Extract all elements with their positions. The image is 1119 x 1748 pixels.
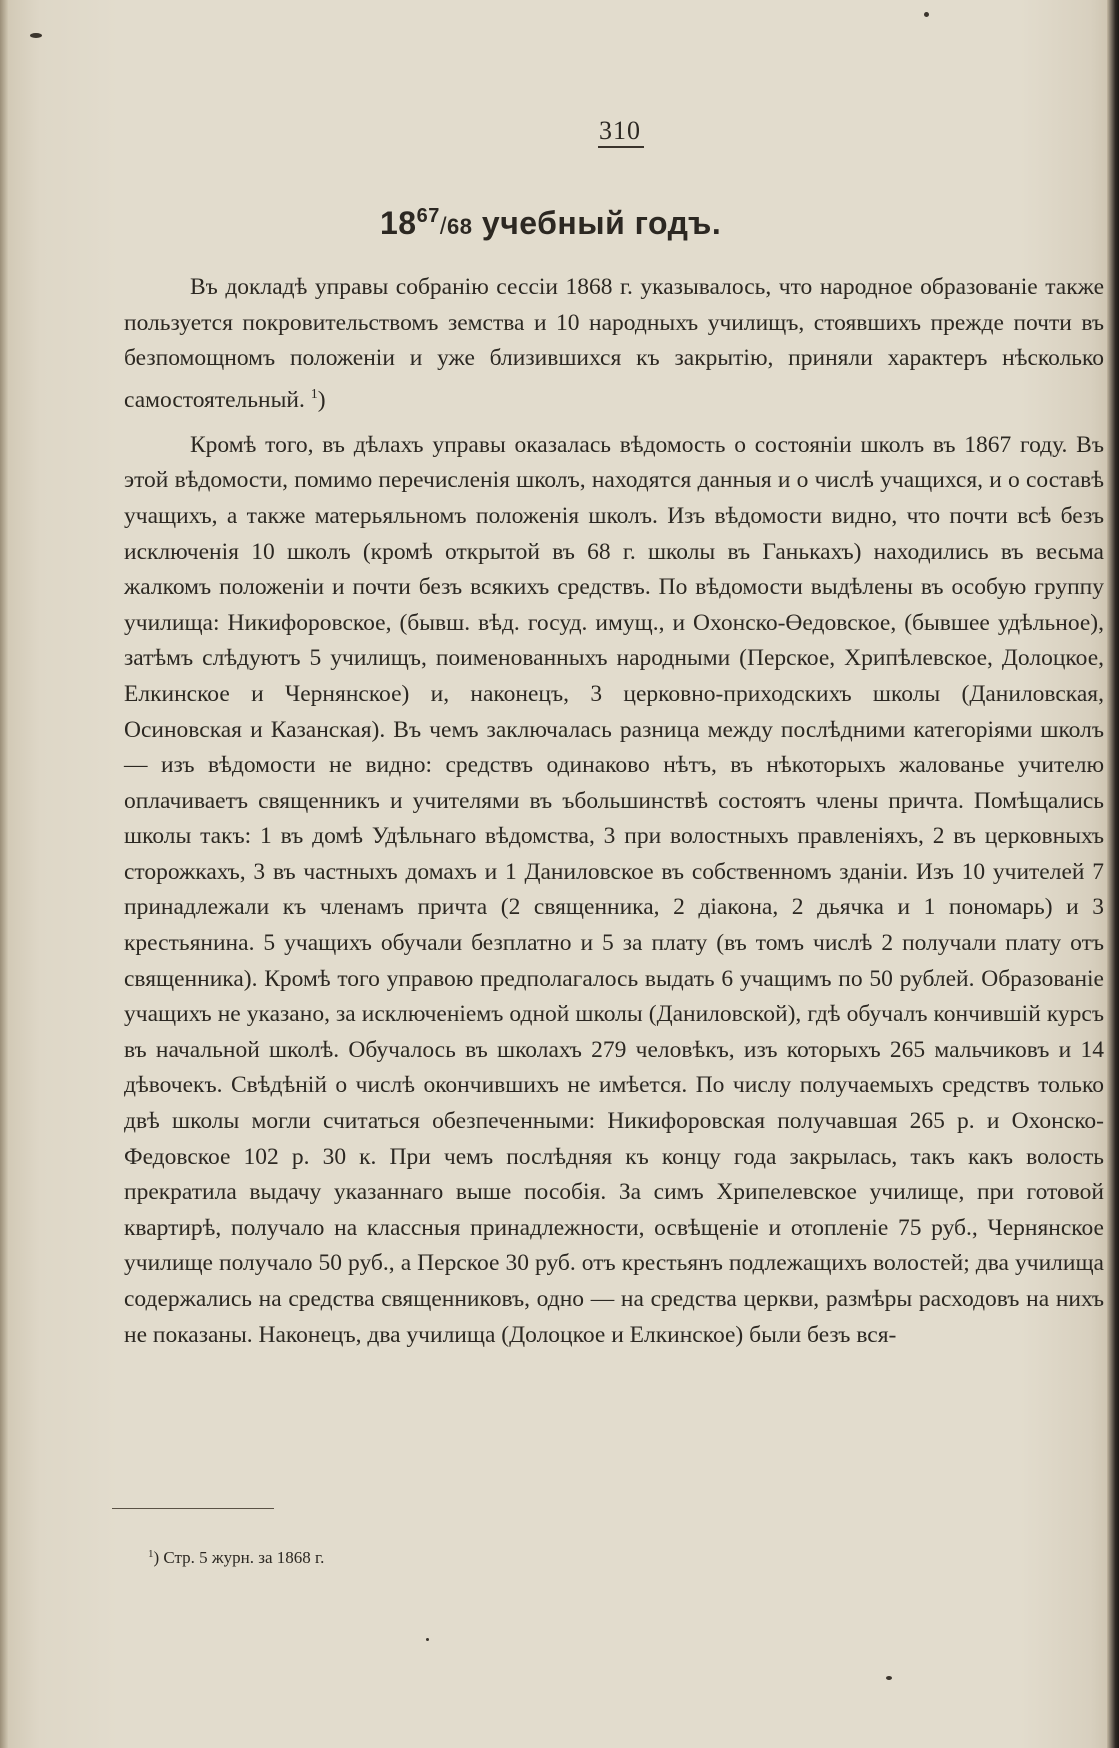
paragraph-2-text: Кромѣ того, въ дѣлахъ управы оказалась вѣдомость о состояніи школъ въ 1867 году. Въ этой вѣдомости, помимо перечисленія школъ, находятся данныя и о числѣ учащихся, и о составѣ учащихъ, а также матерьяльномъ положенія школъ. Изъ вѣдомости видно, что почти всѣ безъ исключенія 10 школъ (кромѣ открытой въ 68 г. школы въ Ганькахъ) находились въ весьма жалкомъ положеніи и почти безъ всякихъ средствъ. По вѣдомости выдѣлены въ особую группу училища: Никифоровское, (бывш. вѣд. госуд. имущ., и Охонско-Өедовское, (бывшее удѣльное), затѣмъ слѣдуютъ 5 училищъ, поименованныхъ народными (Перское, Хрипѣлевское, Долоцкое, Елкинское и Чернянское) и, наконецъ, 3 церковно-приходскихъ школы (Даниловская, Осиновская и Казанская). Въ чемъ заключалась разница между послѣдними категоріями школъ — изъ вѣдомости не видно: средствъ одинаково нѣтъ, въ нѣкоторыхъ жалованье учителю оплачиваетъ священникъ и учителями въ ъбольшинствѣ состоятъ члены причта. Помѣщались школы такъ: 1 въ домѣ Удѣльнаго вѣдомства, 3 при волостныхъ правленіяхъ, 2 въ церковныхъ сторожкахъ, 3 въ частныхъ домахъ и 1 Даниловское въ собственномъ зданіи. Изъ 10 учителей 7 принадлежали къ членамъ причта (2 священника, 2 діакона, 2 дьячка и 1 пономарь) и 3 крестьянина. 5 учащихъ обучали безплатно и 5 за плату (въ томъ числѣ 2 получали плату отъ священника). Кромѣ того управою предполагалось выдать 6 учащимъ по 50 рублей. Образованіе учащихъ не указано, за исключеніемъ одной школы (Даниловской), гдѣ обучалъ кончившій курсъ въ начальной школѣ. Обучалось въ школахъ 279 человѣкъ, изъ которыхъ 265 мальчиковъ и 14 дѣвочекъ. Свѣдѣній о числѣ окончившихъ не имѣется. По числу получаемыхъ средствъ только двѣ школы могли считаться обезпеченными: Никифоровская получавшая 265 р. и Охонско-Федовское 102 р. 30 к. При чемъ послѣдняя къ концу года закрылась, такъ какъ волость прекратила выдачу указаннаго выше пособія. За симъ Хрипелевское училище, при готовой квартирѣ, получало на классныя принадлежности, освѣщеніе и отопленіе 75 руб., Чернянское училище получало 50 руб., а Перское 30 руб. отъ крестьянъ подлежащихъ волостей; два училища содержались на средства священниковъ, одно — на средства церкви, размѣры расходовъ на нихъ не показаны. Наконецъ, два училища (Долоцкое и Елкинское) были безъ вся-: [124, 431, 1104, 1348]
paragraph-1: Въ докладѣ управы собранію сессіи 1868 г. указывалось, что народное образованіе также пользуется покровительствомъ земства и 10 народныхъ училищъ, стоявшихъ прежде почти въ безпомощномъ положеніи и уже близившихся къ закрытію, приняли характеръ нѣсколько самостоятельный. $^1$): [124, 274, 1104, 413]
footnote-divider: [112, 1508, 274, 1509]
ink-speck: [924, 12, 929, 17]
section-heading: [380, 205, 840, 242]
heading-year-start: 18: [380, 205, 417, 241]
heading-slash: /: [439, 213, 448, 240]
paragraph-2: [124, 428, 1104, 1353]
footnote-text: ) Стр. 5 журн. за 1868 г.: [153, 1548, 325, 1567]
ink-speck: [886, 1676, 892, 1680]
page-edge-shadow: [1107, 0, 1119, 1748]
body-text: [124, 270, 1104, 1363]
footnote: [148, 1548, 324, 1568]
ink-speck: [426, 1638, 429, 1641]
paragraph-1-text: Въ докладѣ управы собранію сессіи 1868 г. указывалось, что народное образованіе также пользуется покровительствомъ земства и 10 народныхъ училищъ, стоявшихъ прежде почти въ безпомощномъ положеніи и уже близившихся къ закрытію, приняли характеръ нѣсколько самостоятельный.: [124, 274, 1104, 413]
heading-title-text: учебный годъ.: [472, 205, 722, 241]
book-spine-shadow: [0, 0, 8, 1748]
heading-year-end: 68: [447, 214, 473, 239]
ink-speck: [30, 33, 42, 38]
footnote-reference[interactable]: 1: [310, 386, 318, 402]
page-number-underline: [598, 146, 644, 148]
heading-year-superscript: 67: [416, 205, 440, 227]
page-number: 310: [599, 116, 641, 145]
footnote-marker: 1: [148, 1548, 154, 1560]
